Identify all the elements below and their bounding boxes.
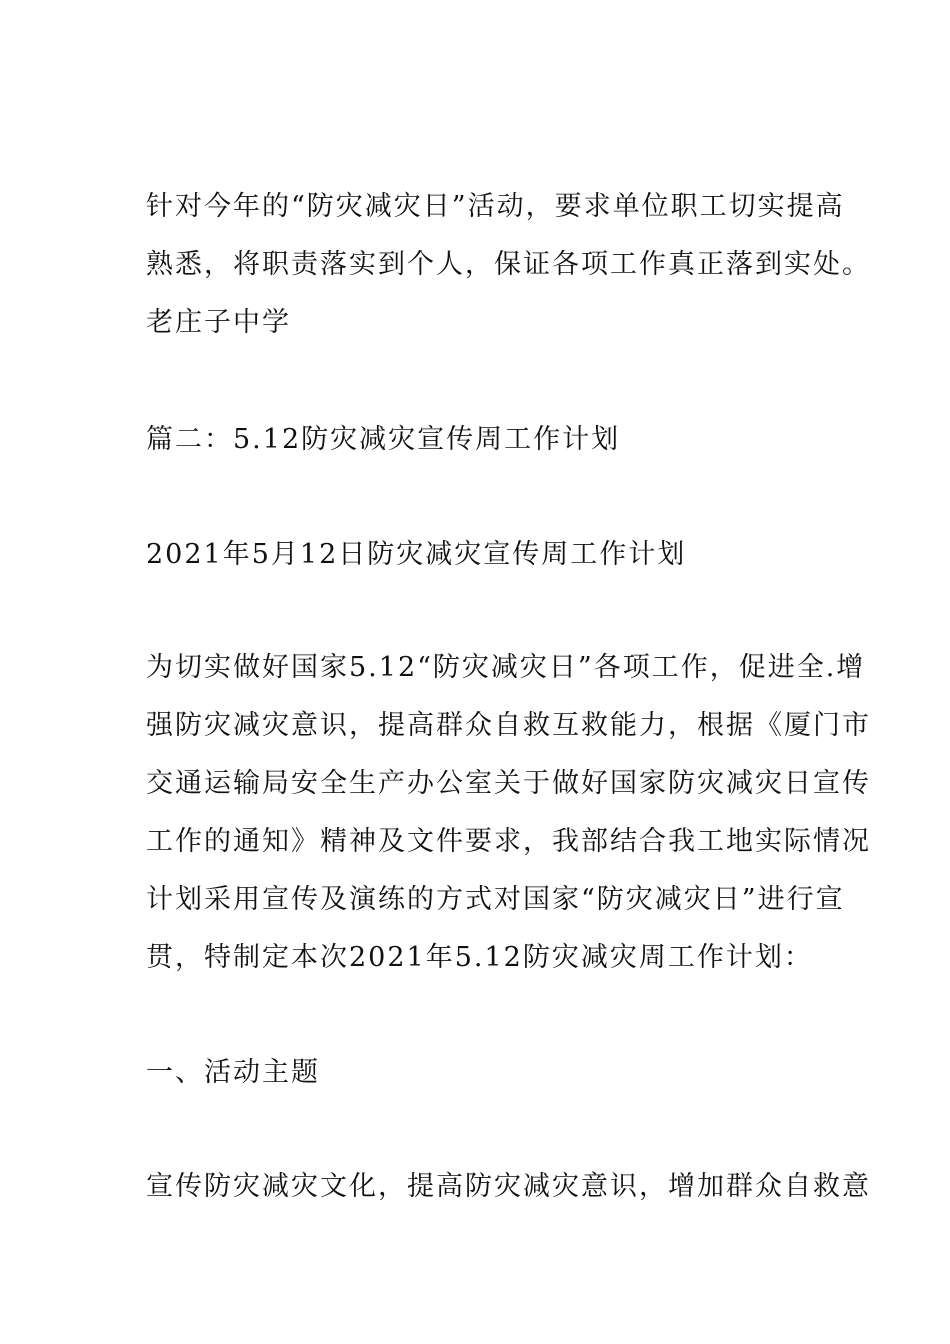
paragraph-line: 贯，特制定本次2021年5.12防灾减灾周工作计划： — [146, 942, 813, 973]
paragraph-line: 熟悉，将职责落实到个人，保证各项工作真正落到实处。 — [146, 249, 871, 280]
paragraph-line: 为切实做好国家5.12“防灾减灾日”各项工作，促进全.增 — [146, 652, 866, 683]
signature-line: 老庄子中学 — [146, 307, 291, 338]
section-heading: 篇二：5.12防灾减灾宣传周工作计划 — [146, 424, 621, 455]
paragraph-line: 交通运输局安全生产办公室关于做好国家防灾减灾日宣传 — [146, 768, 871, 799]
subheading: 一、活动主题 — [146, 1057, 320, 1088]
paragraph-line: 强防灾减灾意识，提高群众自救互救能力，根据《厦门市 — [146, 710, 871, 741]
paragraph-line: 针对今年的“防灾减灾日”活动，要求单位职工切实提高 — [146, 191, 845, 222]
paragraph-line: 计划采用宣传及演练的方式对国家“防灾减灾日”进行宣 — [146, 884, 845, 915]
paragraph-line: 宣传防灾减灾文化，提高防灾减灾意识，增加群众自救意 — [146, 1171, 871, 1202]
plan-title: 2021年5月12日防灾减灾宣传周工作计划 — [146, 539, 687, 570]
paragraph-line: 工作的通知》精神及文件要求，我部结合我工地实际情况 — [146, 826, 871, 857]
